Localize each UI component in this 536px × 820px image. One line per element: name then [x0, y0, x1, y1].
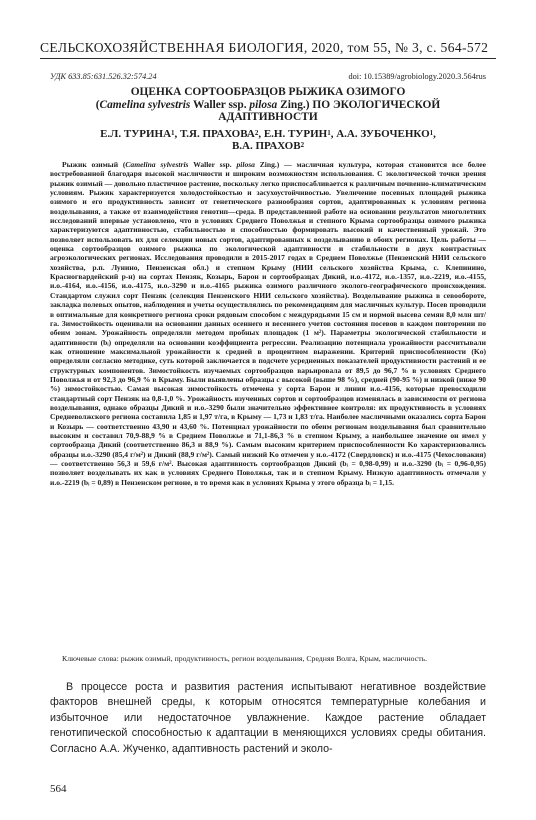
author-affiliation-mark: 1 — [327, 129, 331, 137]
author-name: Е.Н. ТУРИН — [263, 128, 328, 140]
title-author-abbrev: Waller ssp. — [190, 98, 250, 111]
title-subspecies: pilosa — [249, 98, 278, 111]
title-line-2-rest: Zing.) ПО ЭКОЛОГИЧЕСКОЙ — [277, 98, 441, 111]
author-name: Т.Я. ПРАХОВА — [180, 128, 255, 140]
doi-link[interactable]: doi: 10.15389/agrobiology.2020.3.564rus — [348, 72, 486, 81]
abstract — [50, 160, 486, 487]
author-name: А.А. ЗУБОЧЕНКО — [336, 128, 430, 140]
author-affiliation-mark: 2 — [300, 141, 305, 150]
article-title — [50, 86, 486, 124]
author-name: Е.Л. ТУРИНА — [100, 128, 172, 140]
title-species: Camelina sylvestris — [99, 98, 191, 111]
udc-code: УДК 633.85:631.526.32:574.24 — [50, 72, 157, 81]
abstract-body: Zing.) — масличная культура, которая становится все более востребованной благодаря высокой масличности и широким возможностям использования. С экологической точки зрения рыжик озимый — довольно пластичное растение, поскольку легко приспосабливается к различным почвенно-климатическим условиям. Рыжик характеризуется холодостойкостью и засухоустойчивостью. Увеличение посевных площадей рыжика озимого и его продуктивность зависит от генетического разнообразия сортов, адаптированных к условиям региона возделывания, а также от взаимодействия генотип—среда. В представленной работе на основании результатов многолетних исследований впервые установлено, что в условиях Среднего Поволжья и степного Крыма сортообразцы озимого рыжика характеризуются адаптивностью, стабильностью и способностью формировать высокий и качественный урожай. Это позволяет использовать их для селекции новых сортов, адаптированных к возделыванию в обоих регионах. Цель работы — оценка сортообразцов озимого рыжика по экологической адаптивности и стабильности в двух контрастных агроэкологических регионах. Исследования проводили в 2015-2017 годах в Среднем Поволжье (Пензенский НИИ сельского хозяйства, р.п. Лунино, Пензенская обл.) и степном Крыму (НИИ сельского хозяйства Крыма, с. Клепинино, Красногвардейский р-н) на сортах Пензяк, Козырь, Барон и сортообразцах Дикий, и.о.-4172, и.о.-1357, и.о.-2219, и.о.-4155, и.о.-4164, и.о.-4156, и.о.-4175, и.о.-3290 и и.о.-4165 рыжика озимого различного эколого-географического происхождения. Стандартом служил сорт Пензяк (селекция Пензенского НИИ сельского хозяйства). Возделывание рыжика в севообороте, закладка полевых опытов, наблюдения и учеты осуществлялись по рекомендациям для масличных культур. Посев проводили в оптимальные для конкретного региона сроки рядовым способом с междурядьями 15 см и нормой высева семян 8,0 млн шт/га. Зимостойкость оценивали на основании данных осеннего и весеннего учетов состояния посевов в каждом повторении по обеим зонам. Урожайность определяли методом пробных площадок (1 м²). Параметры экологической стабильности и адаптивности (bᵢ) определяли на основании коэффициента регрессии. Реализацию потенциала урожайности рассчитывали как отношение максимальной урожайности к средней в процентном выражении. Критерий приспособленности (Kᴏ) определяли согласно методике, суть которой заключается в подсчете усредненных показателей продуктивности растений и ее структурных компонентов. Зимостойкость изучаемых сортообразцов варьировала от 89,5 до 96,7 % в условиях Среднего Поволжья и от 92,3 до 96,9 % в Крыму. Были выявлены образцы с высокой (выше 98 %), средней (90-95 %) и низкой (ниже 90 %) зимостойкостью. Самая высокая зимостойкость отмечена у сорта Барон и линии и.о.-4156, которые превосходили стандартный сорт Пензяк на 0,8-1,0 %. Урожайность изученных сортов и сортообразцов изменялась в зависимости от региона возделывания, однако образцы Дикий и и.о.-3290 были значительно эффективнее контроля: их продуктивность в условиях Средневолжского региона составила 1,85 и 1,97 т/га, в Крыму — 1,73 и 1,83 т/га. Наиболее масличными оказались сорта Барон и Козырь — соответственно 43,90 и 43,60 %. Потенциал урожайности по обеим регионам возделывания был сравнительно высоким и составил 70,9-88,9 % в Среднем Поволжье и 71,1-86,3 % в степном Крыму, а наибольшее значение он имел у сортообразца Дикий (соответственно 86,3 и 88,9 %). Самым высоким критерием приспособленности Kᴏ характеризовались образцы и.о.-3290 (85,4 г/м²) и Дикий (88,9 г/м²). Самый низкий Kᴏ отмечен у и.о.-4172 (Свердловск) и и.о.-4175 (Чехословакия) — соответственно 56,3 и 59,6 г/м². Высокая адаптивность сортообразцов Дикий (bᵢ = 0,98-0,99) и и.о.-3290 (bᵢ = 0,96-0,95) позволяет возделывать их как в условиях Среднего Поволжья, так и в степном Крыму. Низкую адаптивность отмечали у и.о.-2219 (bᵢ = 0,89) в Пензенском регионе, в то время как в условиях Крыма у этого образца bᵢ = 1,15. — [50, 160, 486, 487]
author-affiliation-mark: 2 — [254, 129, 259, 137]
abstract-start: Рыжик озимый ( — [62, 160, 126, 169]
title-paren: ( — [95, 98, 100, 111]
keywords: Ключевые слова: рыжик озимый, продуктивность, регион возделывания, Средняя Волга, Крым, масличность. — [62, 654, 428, 663]
title-line-2 — [50, 99, 486, 112]
abstract-species: Camelina sylvestris — [125, 160, 189, 169]
author-line-2 — [50, 140, 486, 152]
author-line-1: Е.Л. ТУРИНА$^1$, Т.Я. ПРАХОВА$^2$, Е.Н. ТУРИН$^1$, А.А. ЗУБОЧЕНКО$^1$, — [100, 128, 436, 140]
journal-running-header: СЕЛЬСКОХОЗЯЙСТВЕННАЯ БИОЛОГИЯ, 2020, том 55, № 3, с. 564-572 — [40, 40, 489, 55]
author-name: В.А. ПРАХОВ — [231, 140, 301, 153]
abstract-subspecies: pilosa — [236, 160, 255, 169]
title-line-1: ОЦЕНКА СОРТООБРАЗЦОВ РЫЖИКА ОЗИМОГО — [130, 86, 406, 98]
author-list — [50, 128, 486, 152]
page-number: 564 — [50, 783, 67, 795]
title-line-3: АДАПТИВНОСТИ — [218, 111, 318, 124]
author-affiliation-mark: 1 — [429, 129, 434, 137]
abstract-middle: Waller ssp. — [188, 160, 237, 169]
intro-paragraph: В процессе роста и развития растения испытывают негативное воздействие факторов внешней среды, к которым относятся температурные колебания и избыточное или недостаточное увлажнение. Каждое растение обладает генотипической способностью к адаптации в меняющихся условиях среды обитания. Согласно А.А. Жученко, адаптивность растений и эколо- — [50, 681, 486, 755]
author-affiliation-mark: 1 — [171, 129, 175, 137]
header-divider — [40, 58, 496, 59]
